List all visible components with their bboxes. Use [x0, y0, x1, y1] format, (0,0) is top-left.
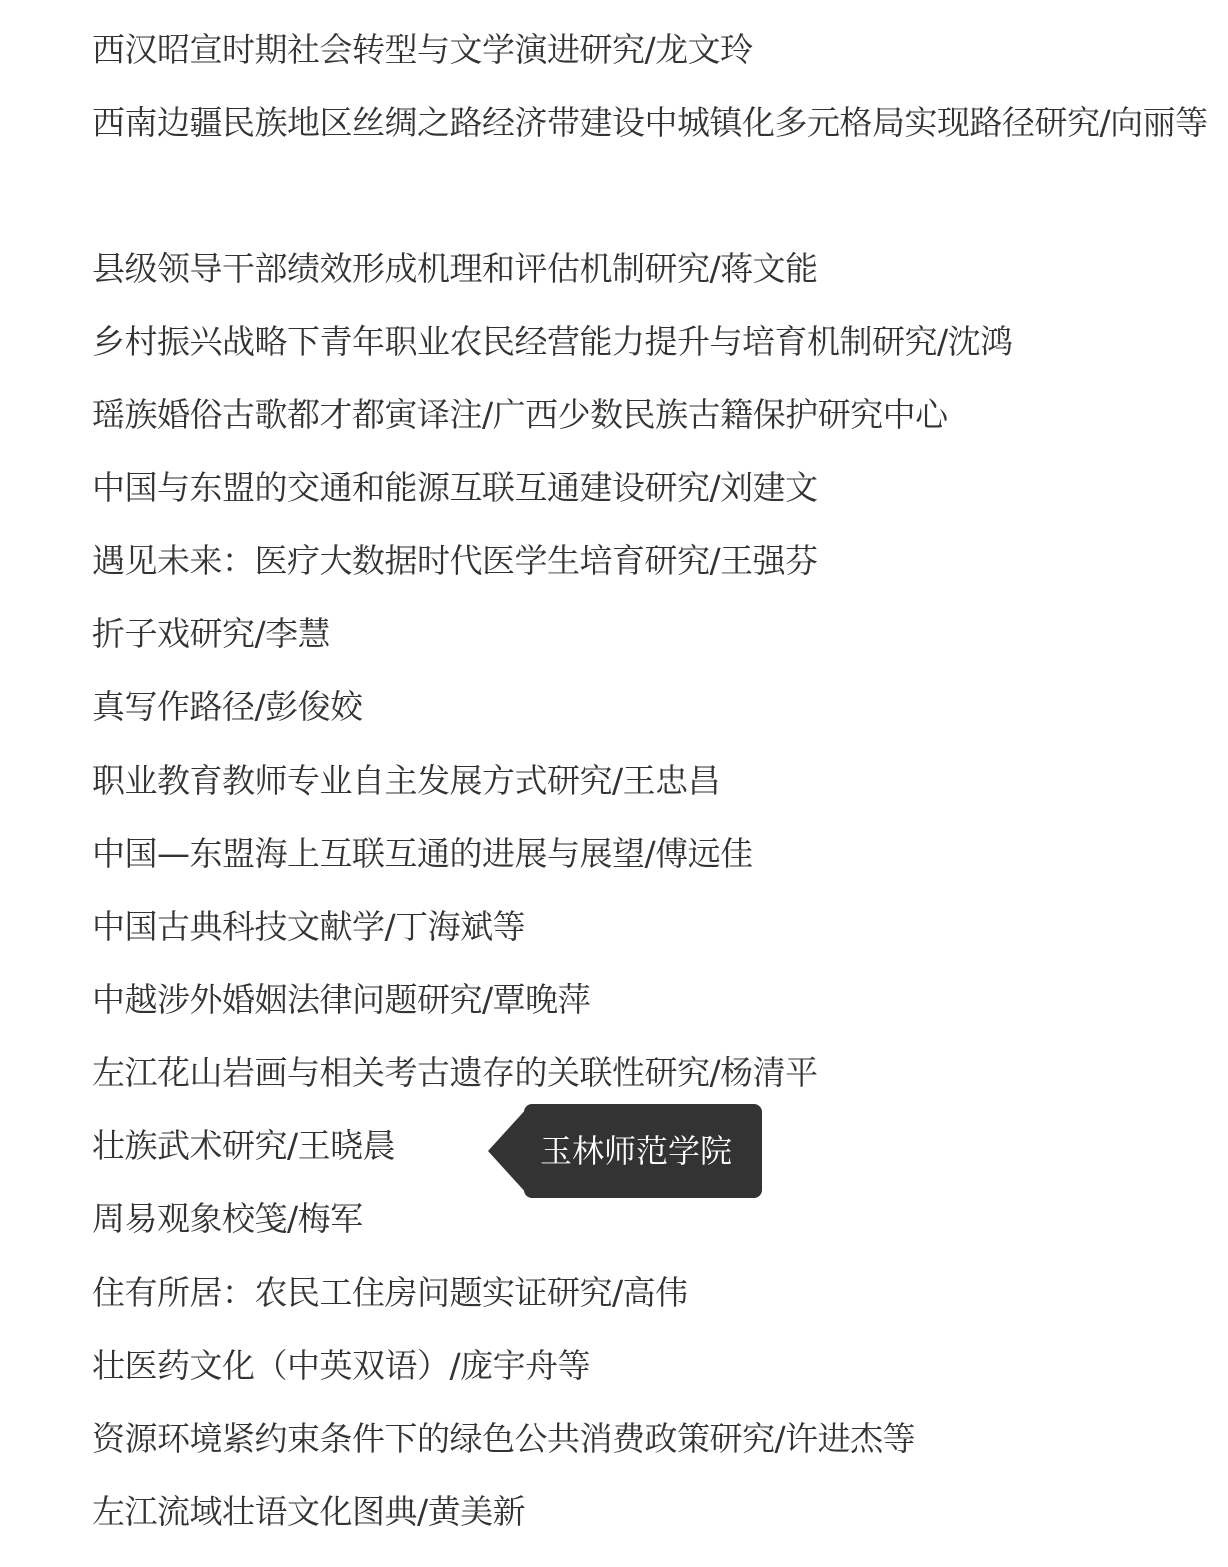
list-item: 壮医药文化（中英双语）/庞宇舟等 [92, 1346, 591, 1385]
list-item: 资源环境紧约束条件下的绿色公共消费政策研究/许进杰等 [92, 1419, 916, 1458]
list-item: 折子戏研究/李慧 [92, 614, 331, 653]
tooltip-label: 玉林师范学院 [524, 1104, 762, 1198]
list-item: 西汉昭宣时期社会转型与文学演进研究/龙文玲 [92, 30, 753, 69]
list-item: 真写作路径/彭俊姣 [92, 687, 363, 726]
list-item: 中国—东盟海上互联互通的进展与展望/傅远佳 [92, 834, 753, 873]
list-item: 左江流域壮语文化图典/黄美新 [92, 1492, 526, 1531]
list-item: 中国与东盟的交通和能源互联互通建设研究/刘建文 [92, 468, 818, 507]
tooltip-arrow [488, 1107, 528, 1195]
list-item: 左江花山岩画与相关考古遗存的关联性研究/杨清平 [92, 1053, 818, 1092]
list-item: 中越涉外婚姻法律问题研究/覃晚萍 [92, 980, 591, 1019]
list-item: 西南边疆民族地区丝绸之路经济带建设中城镇化多元格局实现路径研究/向丽等 [92, 103, 1208, 142]
list-item: 县级领导干部绩效形成机理和评估机制研究/蒋文能 [92, 249, 818, 288]
list-item: 中国古典科技文献学/丁海斌等 [92, 907, 526, 946]
list-item: 周易观象校笺/梅军 [92, 1199, 363, 1238]
list-item: 乡村振兴战略下青年职业农民经营能力提升与培育机制研究/沈鸿 [92, 322, 1013, 361]
list-item: 住有所居：农民工住房问题实证研究/高伟 [92, 1273, 688, 1312]
list-item: 职业教育教师专业自主发展方式研究/王忠昌 [92, 761, 721, 800]
tooltip [488, 1104, 762, 1198]
list-item: 遇见未来：医疗大数据时代医学生培育研究/王强芬 [92, 541, 818, 580]
list-item: 壮族武术研究/王晓晨 [92, 1126, 396, 1165]
list-item: 瑶族婚俗古歌都才都寅译注/广西少数民族古籍保护研究中心 [92, 395, 948, 434]
